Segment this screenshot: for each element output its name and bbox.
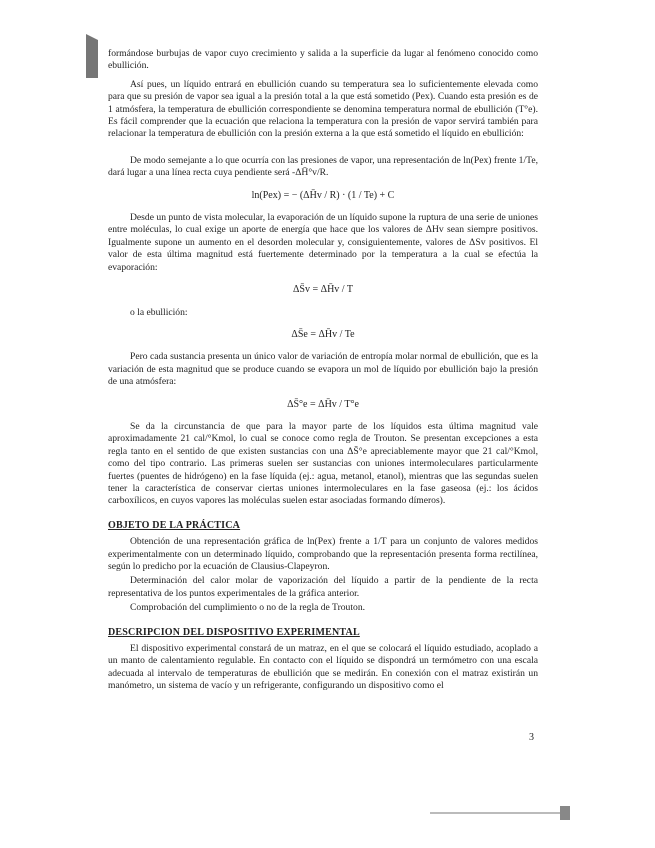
scan-edge-mark xyxy=(560,806,570,820)
equation-clausius-clapeyron: ln(Pex) = − (ΔH̄v / R) · (1 / Te) + C xyxy=(251,189,395,201)
scan-corner-mark xyxy=(86,34,98,78)
document-body xyxy=(108,48,538,699)
section-heading-dispositivo: DESCRIPCION DEL DISPOSITIVO EXPERIMENTAL xyxy=(108,626,360,638)
paragraph: formándose burbujas de vapor cuyo crecimiento y salida a la superficie da lugar al fenómeno conocido como ebullición. xyxy=(108,48,538,72)
paragraph: Se da la circunstancia de que para la mayor parte de los líquidos esta última magnitud vale aproximadamente 21 cal/°Kmol, lo cual se conoce como regla de Trouton. Se presentan excepciones a esta regla tanto en el sentido de que existen sustancias con una ΔS̄°e apreciablemente mayor que 21 cal/°Kmol, como del tipo contrario. Las primeras suelen ser sustancias con uniones intermoleculares particularmente fuertes (puentes de hidrógeno) en la fase líquida (ej.: agua, metanol, etanol), mientras que las segundas suelen tener la característica de conservar ciertas uniones intermoleculares en la fase gaseosa (ej.: los ácidos carboxílicos, en cuyos vapores las moléculas suelen estar asociadas formando dímeros). xyxy=(108,420,538,507)
section-heading-objeto: OBJETO DE LA PRÁCTICA xyxy=(108,519,241,531)
objective-item: Obtención de una representación gráfica de ln(Pex) frente a 1/T para un conjunto de valores medidos experimentalmente con un determinado líquido, comprobando que la representación presenta forma rectilínea, según lo predicho por la ecuación de Clausius-Clapeyron. xyxy=(108,536,538,572)
equation-entropy-vaporization: ΔS̄v = ΔH̄v / T xyxy=(293,284,353,296)
objective-item: Determinación del calor molar de vaporización del líquido a partir de la pendiente de la recta representativa de los puntos experimentales de la gráfica anterior. xyxy=(108,575,538,599)
paragraph: Desde un punto de vista molecular, la evaporación de un líquido supone la ruptura de una serie de uniones entre moléculas, lo cual exige un aporte de energía que hace que los valores de ΔHv sean siempre positivos. Igualmente supone un aumento en el desorden molecular y, consiguientemente, valores de ΔSv positivos. El valor de esta última magnitud está fuertemente determinado por la temperatura a la cual se efectúa la evaporación: xyxy=(108,212,538,273)
objective-item: Comprobación del cumplimiento o no de la regla de Trouton. xyxy=(130,602,366,614)
paragraph: Así pues, un líquido entrará en ebullición cuando su temperatura sea lo suficientemente elevada como para que su presión de vapor sea igual a la presión total a la que está sometido (Pex). Cuando esta presión es de 1 atmósfera, la temperatura de ebullición correspondiente se denomina temperatura normal de ebullición (T°e). Es fácil comprender que la ecuación que relaciona la temperatura con la presión de vapor servirá también para relacionar la temperatura de ebullición con la presión externa a la que está sometido el líquido en ebullición: xyxy=(108,78,538,140)
equation-entropy-ebullition: ΔS̄e = ΔH̄v / Te xyxy=(291,328,355,340)
paragraph: Pero cada sustancia presenta un único valor de variación de entropía molar normal de ebullición, que es la variación de esta magnitud que se produce cuando se evapora un mol de líquido por ebullición bajo la presión de una atmósfera: xyxy=(108,351,538,388)
paragraph-label: o la ebullición: xyxy=(130,306,188,318)
paragraph: De modo semejante a lo que ocurría con las presiones de vapor, una representación de ln(Pex) frente 1/Te, dará lugar a una línea recta cuya pendiente será -ΔH̄°v/R. xyxy=(108,154,538,179)
paragraph: El dispositivo experimental constará de un matraz, en el que se colocará el líquido estudiado, acoplado a un manto de calentamiento regulable. En contacto con el líquido se dispondrá un termómetro con una escala adecuada al intervalo de temperaturas de ebullición que se medirán. En conexión con el matraz existirán un manómetro, un sistema de vacío y un refrigerante, configurando un dispositivo como el xyxy=(108,643,538,692)
page-number: 3 xyxy=(529,732,534,743)
scan-edge-line xyxy=(430,812,560,814)
equation-normal-entropy: ΔS̄°e = ΔH̄v / T°e xyxy=(287,398,359,410)
